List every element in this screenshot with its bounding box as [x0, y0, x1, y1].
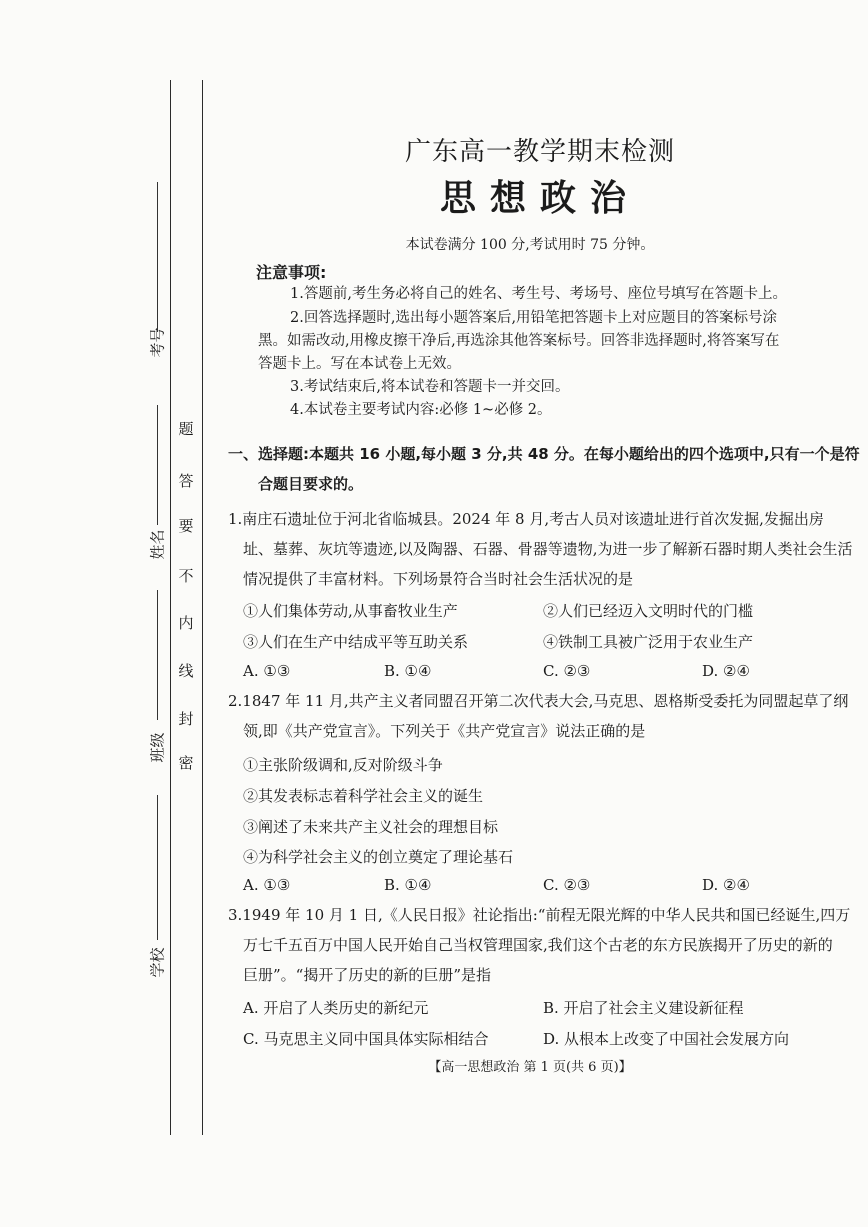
- q1-option-d[interactable]: D. ②④: [702, 662, 750, 680]
- margin-line-outer: [170, 80, 171, 1135]
- banji-label: 班级: [148, 732, 167, 763]
- question-1-line: 1.南庄石遗址位于河北省临城县。2024 年 8 月,考古人员对该遗址进行首次发掘,发掘出房: [228, 510, 824, 528]
- notice-title: 注意事项:: [256, 263, 327, 282]
- seal-char-7: 封: [178, 710, 194, 728]
- q2-statement-1: ①主张阶级调和,反对阶级斗争: [243, 756, 443, 774]
- q1-option-a[interactable]: A. ①③: [243, 662, 291, 680]
- banji-underline[interactable]: [157, 590, 158, 720]
- xingming-underline[interactable]: [157, 405, 158, 525]
- xuexiao-underline[interactable]: [157, 795, 158, 940]
- notice-line: 4.本试卷主要考试内容:必修 1~必修 2。: [290, 402, 552, 418]
- q3-option-c[interactable]: C. 马克思主义同中国具体实际相结合: [243, 1030, 489, 1048]
- q1-statement-1: ①人们集体劳动,从事畜牧业生产: [243, 602, 458, 620]
- section-heading: 一、选择题:本题共 16 小题,每小题 3 分,共 48 分。在每小题给出的四个选项中,只有一个是符: [228, 445, 860, 463]
- seal-char-4: 不: [178, 567, 194, 585]
- question-1-line: 址、墓葬、灰坑等遗迹,以及陶器、石器、骨器等遗物,为进一步了解新石器时期人类社会生活: [243, 540, 853, 558]
- kaohao-underline[interactable]: [157, 182, 158, 332]
- kaohao-label: 考号: [148, 327, 167, 358]
- q2-option-c[interactable]: C. ②③: [543, 876, 591, 894]
- exam-title: 广东高一教学期末检测: [404, 137, 675, 167]
- q2-option-a[interactable]: A. ①③: [243, 876, 291, 894]
- seal-char-8: 密: [178, 754, 194, 772]
- q2-option-d[interactable]: D. ②④: [702, 876, 750, 894]
- q3-option-a[interactable]: A. 开启了人类历史的新纪元: [243, 999, 429, 1017]
- notice-line: 1.答题前,考生务必将自己的姓名、考生号、考场号、座位号填写在答题卡上。: [290, 286, 787, 302]
- question-3-line: 巨册”。“揭开了历史的新的巨册”是指: [243, 966, 492, 984]
- section-heading-cont: 合题目要求的。: [258, 475, 364, 493]
- page-footer: 【高一思想政治 第 1 页(共 6 页)】: [428, 1060, 632, 1075]
- question-1-line: 情况提供了丰富材料。下列场景符合当时社会生活状况的是: [243, 570, 634, 588]
- subject-title: 思想政治: [439, 178, 640, 219]
- seal-char-3: 要: [178, 517, 194, 535]
- q2-statement-4: ④为科学社会主义的创立奠定了理论基石: [243, 848, 514, 866]
- question-3-line: 3.1949 年 10 月 1 日,《人民日报》社论指出:“前程无限光辉的中华人民共和国已经诞生,四万: [228, 906, 851, 924]
- q1-option-b[interactable]: B. ①④: [384, 662, 432, 680]
- question-3-line: 万七千五百万中国人民开始自己当权管理国家,我们这个古老的东方民族揭开了历史的新的: [243, 936, 833, 954]
- question-2-line: 2.1847 年 11 月,共产主义者同盟召开第二次代表大会,马克思、恩格斯受委托为同盟起草了纲: [228, 692, 849, 710]
- exam-intro: 本试卷满分 100 分,考试用时 75 分钟。: [405, 237, 655, 253]
- seal-char-6: 线: [178, 662, 194, 680]
- q2-statement-3: ③阐述了未来共产主义社会的理想目标: [243, 818, 499, 836]
- xuexiao-label: 学校: [148, 947, 167, 978]
- q1-statement-4: ④铁制工具被广泛用于农业生产: [543, 633, 754, 651]
- notice-line: 3.考试结束后,将本试卷和答题卡一并交回。: [290, 379, 570, 395]
- q1-statement-2: ②人们已经迈入文明时代的门槛: [543, 602, 754, 620]
- q1-option-c[interactable]: C. ②③: [543, 662, 591, 680]
- notice-line: 2.回答选择题时,选出每小题答案后,用铅笔把答题卡上对应题目的答案标号涂: [290, 310, 778, 326]
- q2-statement-2: ②其发表标志着科学社会主义的诞生: [243, 787, 484, 805]
- question-2-line: 领,即《共产党宣言》。下列关于《共产党宣言》说法正确的是: [243, 722, 646, 740]
- q3-option-d[interactable]: D. 从根本上改变了中国社会发展方向: [543, 1030, 790, 1048]
- notice-line: 答题卡上。写在本试卷上无效。: [258, 356, 461, 372]
- seal-char-1: 题: [178, 420, 194, 438]
- q2-option-b[interactable]: B. ①④: [384, 876, 432, 894]
- xingming-label: 姓名: [148, 529, 167, 560]
- seal-char-2: 答: [178, 472, 194, 490]
- q1-statement-3: ③人们在生产中结成平等互助关系: [243, 633, 469, 651]
- notice-line: 黑。如需改动,用橡皮擦干净后,再选涂其他答案标号。回答非选择题时,将答案写在: [258, 333, 780, 349]
- q3-option-b[interactable]: B. 开启了社会主义建设新征程: [543, 999, 744, 1017]
- seal-char-5: 内: [178, 614, 194, 632]
